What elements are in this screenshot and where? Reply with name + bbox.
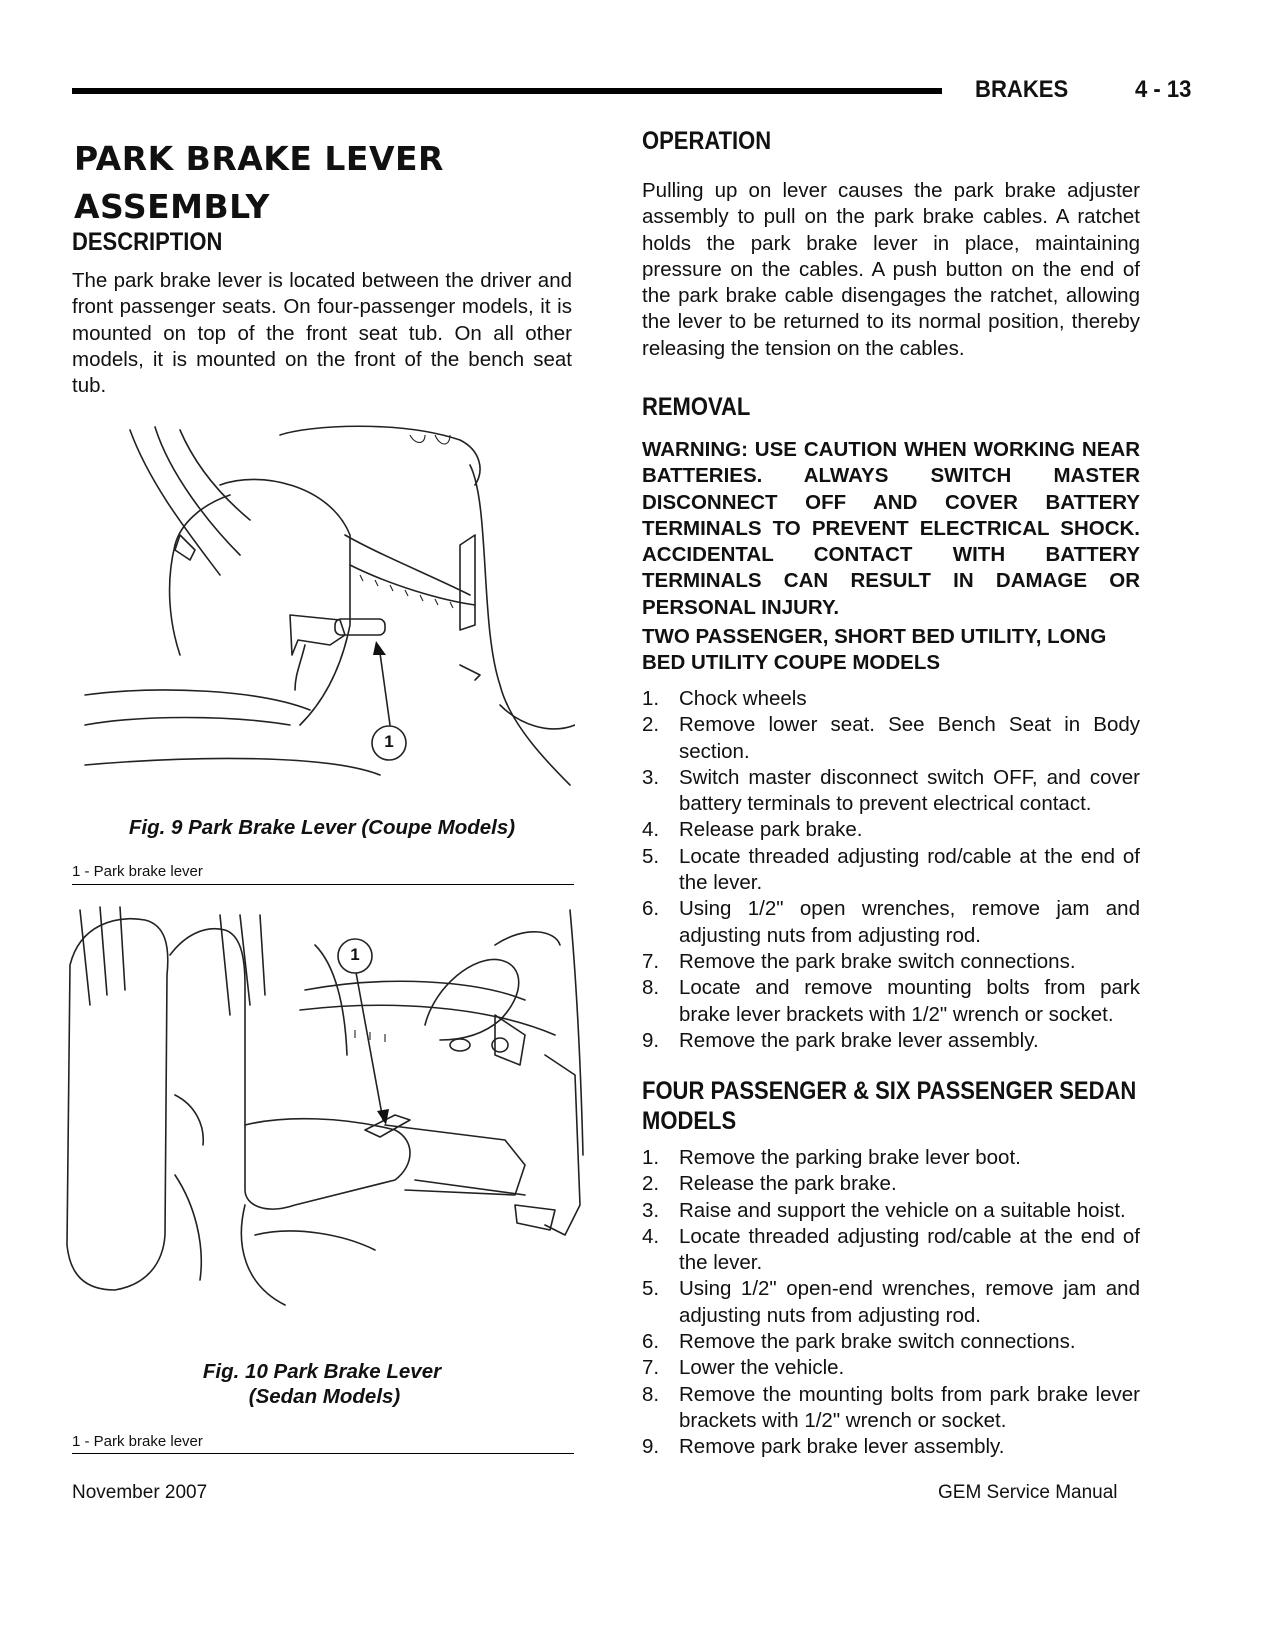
sedan-steps <box>642 1145 1140 1461</box>
fig10-legend-rule <box>72 1453 574 1454</box>
footer-date: November 2007 <box>72 1482 208 1503</box>
list-item: 6. Remove the park brake switch connections. <box>642 1330 1076 1354</box>
list-item: 9. Remove the park brake lever assembly. <box>642 1028 1039 1052</box>
list-item: 2. Release the park brake. <box>642 1172 897 1196</box>
list-item: 5. Using 1/2" open-end wrenches, remove jam and adjusting nuts from adjusting rod. <box>642 1277 1140 1327</box>
section-title: BRAKES <box>975 76 1069 103</box>
list-item: 8. Locate and remove mounting bolts from park brake lever brackets with 1/2" wrench or socket. <box>642 976 1140 1026</box>
page-number: 4 - 13 <box>1135 76 1192 103</box>
description-text: The park brake lever is located between the driver and front passenger seats. On four-passenger models, it is mounted on top of the front seat tub. On all other models, it is mounted on the front of the bench seat tub. <box>72 269 572 398</box>
removal-heading: REMOVAL <box>642 393 751 421</box>
fig10-caption-line1: Fig. 10 Park Brake Lever <box>202 1360 442 1383</box>
list-item: 2. Remove lower seat. See Bench Seat in Body section. <box>642 713 1140 763</box>
list-item: 8. Remove the mounting bolts from park brake lever brackets with 1/2" wrench or socket. <box>642 1382 1140 1432</box>
list-item: 1. Chock wheels <box>642 687 807 710</box>
page-title: PARK BRAKE LEVER ASSEMBLY <box>74 139 444 226</box>
fig9-legend: 1 - Park brake lever <box>72 863 203 880</box>
sedan-heading-line2: MODELS <box>642 1107 737 1135</box>
fig9-caption: Fig. 9 Park Brake Lever (Coupe Models) <box>128 816 516 839</box>
list-item: 6. Using 1/2" open wrenches, remove jam and adjusting nuts from adjusting rod. <box>642 897 1140 947</box>
header-rule <box>72 88 942 94</box>
list-item: 3. Switch master disconnect switch OFF, and cover battery terminals to prevent electrical contact. <box>642 765 1140 816</box>
list-item: 7. Lower the vehicle. <box>642 1356 845 1380</box>
list-item: 4. Locate threaded adjusting rod/cable at the end of the lever. <box>642 1224 1140 1275</box>
fig9-callout-label: 1 <box>384 732 394 751</box>
sedan-park-brake-illustration <box>55 905 585 1320</box>
sedan-heading-line1: FOUR PASSENGER & SIX PASSENGER SEDAN <box>642 1077 1137 1105</box>
removal-warning: WARNING: USE CAUTION WHEN WORKING NEAR BATTERIES. ALWAYS SWITCH MASTER DISCONNECT OFF AND COVER BATTERY TERMINALS TO PREVENT ELECTRICAL SHOCK. ACCIDENTAL CONTACT WITH BATTERY TERMINALS CAN RESULT IN DAMAGE OR PERSONAL INJURY. <box>642 438 1140 619</box>
operation-text: Pulling up on lever causes the park brake adjuster assembly to pull on the park brake cables. A ratchet holds the park brake lever in place, maintaining pressure on the cables. A push button on the end of the park brake cable disengages the ratchet, allowing the lever to be returned to its normal position, thereby releasing the tension on the cables. <box>642 179 1140 360</box>
operation-heading: OPERATION <box>642 127 772 155</box>
fig9-legend-rule <box>72 884 574 885</box>
fig10-legend: 1 - Park brake lever <box>72 1433 203 1450</box>
list-item: 1. Remove the parking brake lever boot. <box>642 1146 1021 1169</box>
list-item: 4. Release park brake. <box>642 818 863 842</box>
coupe-park-brake-illustration <box>80 425 575 795</box>
two-passenger-steps <box>642 686 1140 1054</box>
list-item: 3. Raise and support the vehicle on a suitable hoist. <box>642 1198 1126 1222</box>
list-item: 7. Remove the park brake switch connections. <box>642 949 1076 973</box>
fig10-caption-line2: (Sedan Models) <box>248 1385 401 1408</box>
description-heading: DESCRIPTION <box>72 228 223 256</box>
fig10-callout-label: 1 <box>350 945 360 964</box>
list-item: 9. Remove park brake lever assembly. <box>642 1435 1005 1459</box>
list-item: 5. Locate threaded adjusting rod/cable at the end of the lever. <box>642 844 1140 895</box>
footer-manual-title: GEM Service Manual <box>938 1482 1118 1503</box>
two-passenger-heading: TWO PASSENGER, SHORT BED UTILITY, LONG BED UTILITY COUPE MODELS <box>642 625 1107 675</box>
